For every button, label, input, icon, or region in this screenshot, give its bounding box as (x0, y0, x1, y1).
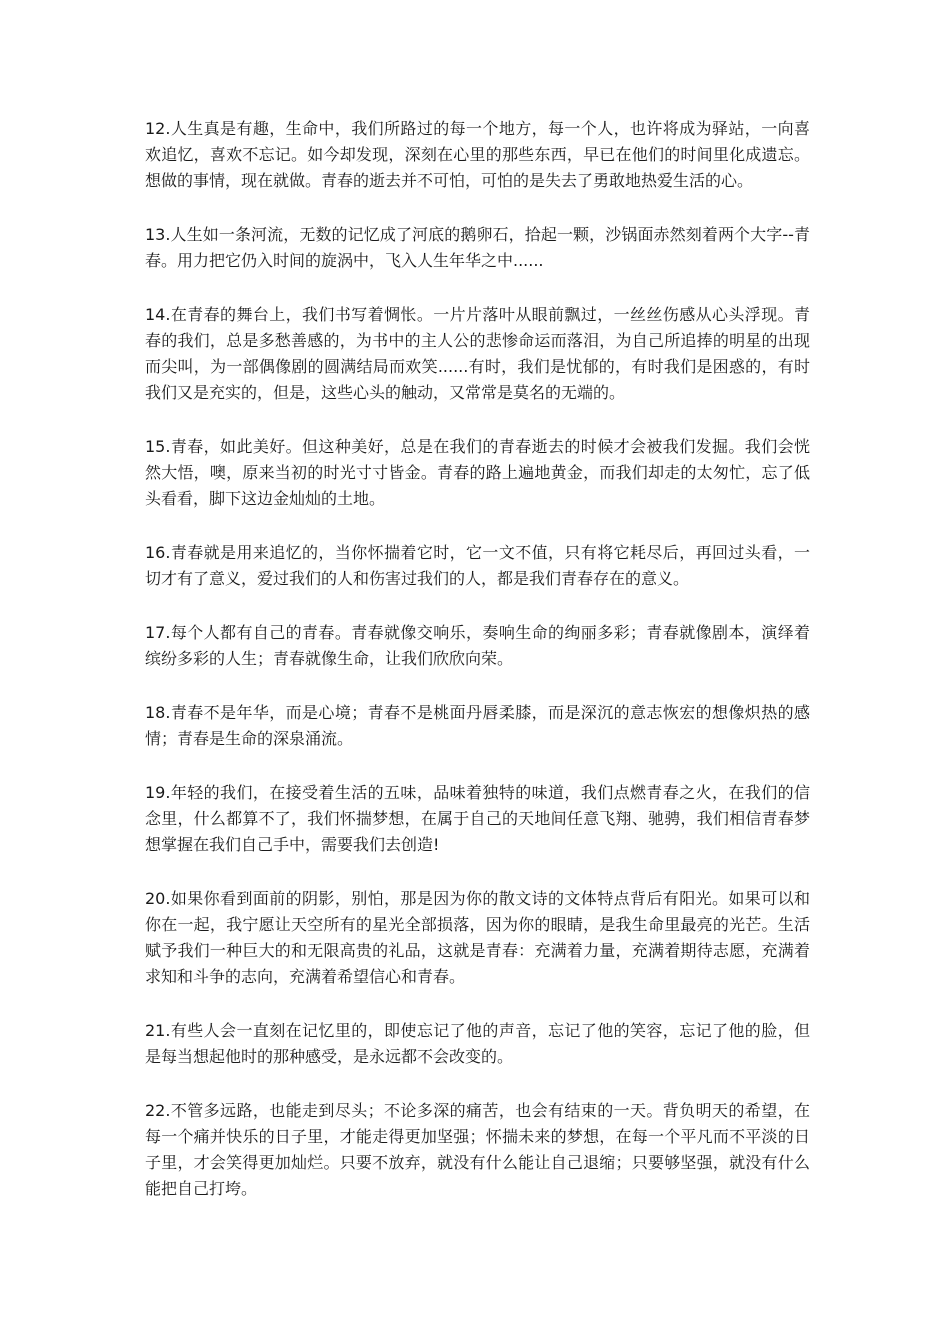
paragraph-21: 21.有些人会一直刻在记忆里的，即使忘记了他的声音，忘记了他的笑容，忘记了他的脸，但是每当想起他时的那种感受，是永远都不会改变的。 (145, 1021, 810, 1066)
paragraph-19: 19.年轻的我们，在接受着生活的五味，品味着独特的味道，我们点燃青春之火，在我们的信念里，什么都算不了，我们怀揣梦想，在属于自己的天地间任意飞翔、驰骋，我们相信青春梦想掌握在我们自己手中，需要我们去创造! (145, 783, 810, 854)
paragraph-16: 16.青春就是用来追忆的，当你怀揣着它时，它一文不值，只有将它耗尽后，再回过头看，一切才有了意义，爱过我们的人和伤害过我们的人，都是我们青春存在的意义。 (145, 543, 810, 588)
paragraph-17: 17.每个人都有自己的青春。青春就像交响乐，奏响生命的绚丽多彩；青春就像剧本，演绎着缤纷多彩的人生；青春就像生命，让我们欣欣向荣。 (145, 623, 810, 668)
paragraph-13: 13.人生如一条河流，无数的记忆成了河底的鹅卵石，拾起一颗，沙锅面赤然刻着两个大字--青春。用力把它仍入时间的旋涡中，飞入人生年华之中...... (145, 225, 810, 270)
paragraph-18: 18.青春不是年华，而是心境；青春不是桃面丹唇柔膝，而是深沉的意志恢宏的想像炽热的感情；青春是生命的深泉涌流。 (145, 703, 810, 748)
paragraph-15: 15.青春，如此美好。但这种美好，总是在我们的青春逝去的时候才会被我们发掘。我们会恍然大悟，噢，原来当初的时光寸寸皆金。青春的路上遍地黄金，而我们却走的太匆忙，忘了低头看看，脚下这边金灿灿的土地。 (145, 437, 810, 508)
paragraph-22: 22.不管多远路，也能走到尽头；不论多深的痛苦，也会有结束的一天。背负明天的希望，在每一个痛并快乐的日子里，才能走得更加坚强；怀揣未来的梦想，在每一个平凡而不平淡的日子里，才会笑得更加灿烂。只要不放弃，就没有什么能让自己退缩；只要够坚强，就没有什么能把自己打垮。 (145, 1101, 810, 1198)
paragraph-20: 20.如果你看到面前的阴影，别怕，那是因为你的散文诗的文体特点背后有阳光。如果可以和你在一起，我宁愿让天空所有的星光全部损落，因为你的眼睛，是我生命里最亮的光芒。生活赋予我们一种巨大的和无限高贵的礼品，这就是青春：充满着力量，充满着期待志愿，充满着求知和斗争的志向，充满着希望信心和青春。 (145, 889, 810, 986)
paragraph-12: 12.人生真是有趣，生命中，我们所路过的每一个地方，每一个人，也许将成为驿站，一向喜欢追忆，喜欢不忘记。如今却发现，深刻在心里的那些东西，早已在他们的时间里化成遗忘。想做的事情，现在就做。青春的逝去并不可怕，可怕的是失去了勇敢地热爱生活的心。 (145, 119, 810, 190)
paragraph-14: 14.在青春的舞台上，我们书写着惆怅。一片片落叶从眼前飘过，一丝丝伤感从心头浮现。青春的我们，总是多愁善感的，为书中的主人公的悲惨命运而落泪，为自己所追捧的明星的出现而尖叫，为一部偶像剧的圆满结局而欢笑......有时，我们是忧郁的，有时我们是困惑的，有时我们又是充实的，但是，这些心头的触动，又常常是莫名的无端的。 (145, 305, 810, 402)
document-body (145, 116, 810, 1230)
